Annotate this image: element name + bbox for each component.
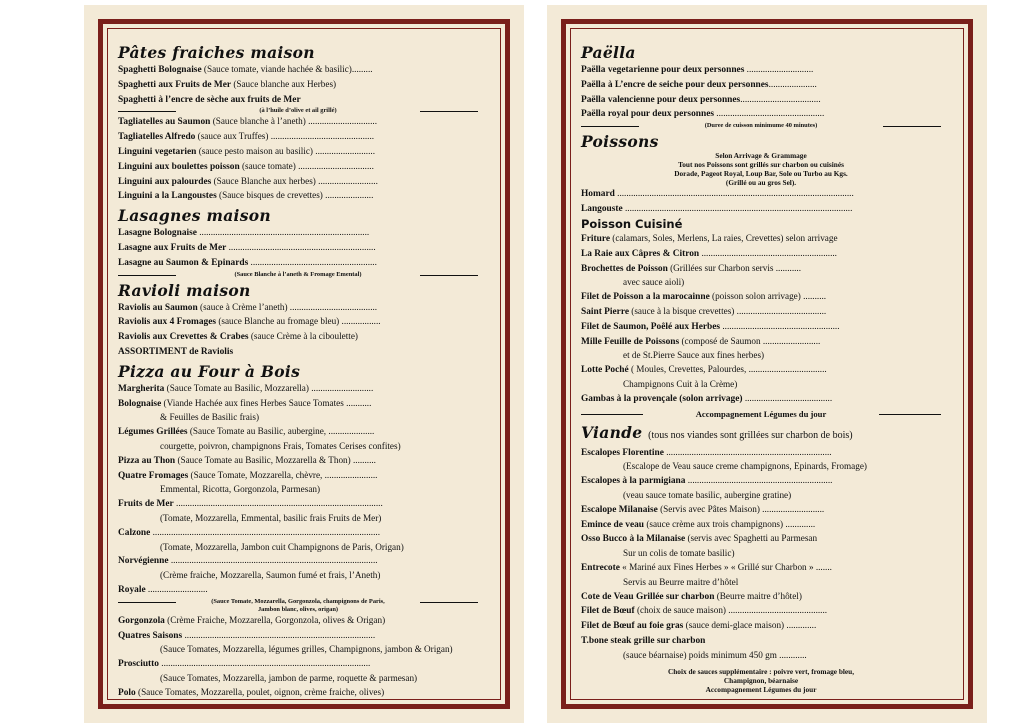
menu-item: La Raie aux Câpres & Citron ........................................................... bbox=[581, 247, 837, 259]
menu-item: Gorgonzola (Crème Fraiche, Mozzarella, Gorgonzola, olives & Origan) bbox=[118, 614, 386, 626]
menu-page-right bbox=[547, 5, 987, 723]
section-title-cuisine: Poisson Cuisiné bbox=[581, 216, 683, 231]
paella-note: (Duree de cuisson minimume 40 minutes) bbox=[581, 122, 941, 130]
menu-item: courgette, poivron, champignons Frais, Tomates Cerises confites) bbox=[160, 440, 401, 451]
section-title-poissons: Poissons bbox=[581, 132, 659, 152]
menu-item: ASSORTIMENT de Raviolis bbox=[118, 346, 234, 357]
menu-item: Osso Bucco à la Milanaise (servis avec Spaghetti au Parmesan bbox=[581, 533, 818, 545]
menu-item: Paëlla à L’encre de seiche pour deux personnes..................... bbox=[581, 78, 817, 90]
menu-item: Linguini a la Langoustes (Sauce bisques de crevettes) ..................... bbox=[118, 190, 374, 202]
menu-item: Friture (calamars, Soles, Merlens, La raies, Crevettes) selon arrivage bbox=[581, 232, 838, 244]
poissons-info bbox=[581, 152, 941, 187]
pates-list-2 bbox=[118, 115, 478, 204]
menu-item: Légumes Grillées (Sauce Tomate au Basilic, aubergine, .................... bbox=[118, 426, 375, 438]
left-content bbox=[118, 41, 478, 700]
menu-item: Tagliatelles au Saumon (Sauce blanche à l’aneth) .............................. bbox=[118, 116, 377, 128]
menu-item: Linguini vegetarien (sauce pesto maison au basilic) .......................... bbox=[118, 145, 375, 157]
menu-item: Norvégienne .......................................................................................... bbox=[118, 555, 378, 567]
royale-note: (Sauce Tomate, Mozzarella, Gorgonzola, champignons de Paris, bbox=[118, 598, 478, 606]
cuisine-list bbox=[581, 232, 941, 407]
info-line: Tout nos Poissons sont grillés sur charbon ou cuisinés bbox=[678, 159, 844, 169]
menu-item: et de St.Pierre Sauce aux fines herbes) bbox=[623, 350, 765, 361]
menu-item: Quatre Fromages (Sauce Tomate, Mozzarella, chèvre, ....................... bbox=[118, 469, 378, 481]
paella-list bbox=[581, 63, 941, 122]
section-title-ravioli: Ravioli maison bbox=[118, 280, 251, 300]
menu-item: Brochettes de Poisson (Grillées sur Charbon servis ........... bbox=[581, 262, 802, 274]
menu-item: Emmental, Ricotta, Gorgonzola, Parmesan) bbox=[160, 484, 321, 495]
section-title-lasagnes: Lasagnes maison bbox=[118, 206, 271, 226]
info-line: Champignon, béarnaise bbox=[723, 676, 799, 686]
menu-item: Raviolis aux 4 Fromages (sauce Blanche au fromage bleu) ................. bbox=[118, 316, 381, 328]
menu-item: Raviolis aux Crevettes & Crabes (sauce Crème à la ciboulette) bbox=[118, 331, 358, 343]
menu-item: Linguini aux boulettes poisson (sauce tomate) ................................. bbox=[118, 160, 374, 172]
menu-item: Lasagne aux Fruits de Mer ................................................................ bbox=[118, 241, 376, 253]
ravioli-list bbox=[118, 301, 478, 360]
menu-item: (Sauce Blanche à l’aneth & Fromage Emental) bbox=[118, 271, 478, 279]
menu-item: Paëlla vegetarienne pour deux personnes ............................. bbox=[581, 64, 814, 75]
menu-item: Royale .......................... bbox=[118, 583, 208, 595]
menu-item: Raviolis au Saumon (sauce à Crème l’aneth) ...................................... bbox=[118, 301, 378, 313]
menu-item: Prosciutto ........................................................................................... bbox=[118, 658, 371, 670]
menu-item: (Sauce Tomates, Mozzarella, légumes grilles, Champignons, jambon & Origan) bbox=[160, 644, 453, 655]
info-line: (Grillé ou au gros Sel). bbox=[725, 177, 797, 187]
menu-item: Escalope Milanaise (Servis avec Pâtes Maison) ........................... bbox=[581, 503, 825, 515]
menu-item: Filet de Saumon, Poêlé aux Herbes ................................................... bbox=[581, 320, 840, 332]
menu-item: Filet de Bœuf au foie gras (sauce demi-glace maison) ............. bbox=[581, 620, 817, 632]
menu-item: Homard ....................................................................................................... bbox=[581, 188, 854, 200]
menu-item: Pizza au Thon (Sauce Tomate au Basilic, Mozzarella & Thon) .......... bbox=[118, 454, 376, 466]
pizza-list-2 bbox=[118, 614, 478, 701]
viande-title-text: Viande bbox=[581, 422, 643, 442]
menu-item: Entrecote « Mariné aux Fines Herbes » « Grillé sur Charbon » ....... bbox=[581, 561, 832, 573]
royale-note-2: Jambon blanc, olives, origan) bbox=[257, 605, 339, 613]
info-line: Selon Arrivage & Grammage bbox=[715, 151, 807, 161]
menu-item: Escalopes à la parmigiana ............................................................... bbox=[581, 475, 833, 487]
pates-list bbox=[118, 63, 478, 107]
sauces-footer bbox=[581, 668, 941, 694]
menu-item: Filet de Bœuf (choix de sauce maison) ........................................... bbox=[581, 605, 828, 617]
lasagnes-list bbox=[118, 226, 478, 278]
menu-item: avec sauce aioli) bbox=[623, 277, 685, 288]
menu-item: Bolognaise (Viande Hachée aux fines Herbes Sauce Tomates ........... bbox=[118, 397, 372, 409]
poissons-list bbox=[581, 187, 941, 217]
menu-item: Fruits de Mer .......................................................................................... bbox=[118, 498, 383, 510]
menu-item: Paëlla valencienne pour deux personnes................................... bbox=[581, 93, 821, 105]
menu-item: Sur un colis de tomate basilic) bbox=[623, 548, 735, 559]
menu-item: Emince de veau (sauce crème aux trois champignons) ............. bbox=[581, 518, 816, 530]
menu-item: Spaghetti à l’encre de sèche aux fruits de Mer bbox=[118, 94, 301, 105]
right-content bbox=[581, 41, 941, 695]
accompagnement-line: Accompagnement Légumes du jour bbox=[581, 407, 941, 421]
menu-item: Mille Feuille de Poissons (composé de Saumon ......................... bbox=[581, 335, 821, 347]
menu-item: Margherita (Sauce Tomate au Basilic, Mozzarella) ........................... bbox=[118, 382, 374, 394]
info-line: Accompagnement Légumes du jour bbox=[705, 685, 817, 695]
pates-note: (à l’huile d’olive et ail grillé) bbox=[118, 107, 478, 115]
menu-item: Quatres Saisons ................................................................................... bbox=[118, 629, 376, 641]
info-line: Dorade, Pageot Royal, Loup Bar, Sole ou Turbo au Kgs. bbox=[674, 168, 848, 178]
menu-item: Lasagne au Saumon & Epinards ....................................................... bbox=[118, 256, 377, 268]
menu-item: & Feuilles de Basilic frais) bbox=[160, 412, 259, 423]
menu-item: Calzone ................................................................................................... bbox=[118, 526, 380, 538]
menu-item: Polo (Sauce Tomates, Mozzarella, poulet, oignon, crème fraiche, olives) bbox=[118, 686, 385, 698]
menu-item: Champignons Cuit à la Crème) bbox=[623, 378, 738, 389]
menu-item: Escalopes Florentine ........................................................................ bbox=[581, 446, 832, 458]
menu-item: Filet de Poisson a la marocainne (poisson solon arrivage) .......... bbox=[581, 291, 827, 303]
menu-item: Spaghetti Bolognaise (Sauce tomate, viande hachée & basilic)......... bbox=[118, 64, 373, 75]
menu-item: (sauce béarnaise) poids minimum 450 gm ............ bbox=[623, 649, 807, 660]
menu-item: (Tomate, Mozzarella, Jambon cuit Champignons de Paris, Origan) bbox=[160, 541, 404, 552]
menu-item: Lotte Poché ( Moules, Crevettes, Palourdes, .................................. bbox=[581, 364, 827, 376]
viande-list bbox=[581, 446, 941, 663]
menu-item: Lasagne Bolognaise .......................................................................... bbox=[118, 227, 370, 239]
menu-item: Linguini aux palourdes (Sauce Blanche aux herbes) .......................... bbox=[118, 175, 378, 187]
menu-item: T.bone steak grille sur charbon bbox=[581, 635, 706, 646]
menu-item: Tagliatelles Alfredo (sauce aux Truffes) ............................................. bbox=[118, 131, 375, 143]
menu-item: (Tomate, Mozzarella, Emmental, basilic frais Fruits de Mer) bbox=[160, 512, 382, 523]
section-title-pates: Pâtes fraiches maison bbox=[118, 43, 315, 62]
menu-item: Gambas à la provençale (solon arrivage) ...................................... bbox=[581, 392, 833, 404]
pizza-list bbox=[118, 382, 478, 598]
viande-title-tail: (tous nos viandes sont grillées sur charbon de bois) bbox=[648, 429, 853, 441]
section-title-paella: Paëlla bbox=[581, 43, 636, 62]
menu-item: Servis au Beurre maitre d’hôtel bbox=[623, 576, 739, 587]
menu-item: (Sauce Tomates, Mozzarella, jambon de parme, roquette & parmesan) bbox=[160, 672, 418, 683]
menu-item: (veau sauce tomate basilic, aubergine gratine) bbox=[623, 489, 792, 500]
menu-item: Langouste ................................................................................................... bbox=[581, 203, 853, 215]
menu-item: Cote de Veau Grillée sur charbon (Beurre maitre d’hôtel) bbox=[581, 590, 802, 602]
menu-item: (Crème fraiche, Mozzarella, Saumon fumé et frais, l’Aneth) bbox=[160, 570, 381, 581]
menu-item: Spaghetti aux Fruits de Mer (Sauce blanche aux Herbes) bbox=[118, 78, 337, 90]
menu-page-left bbox=[84, 5, 524, 723]
section-title-viande bbox=[581, 424, 941, 445]
menu-item: Paëlla royal pour deux personnes ............................................... bbox=[581, 108, 825, 120]
section-title-pizza: Pizza au Four à Bois bbox=[118, 361, 301, 381]
menu-item: (Escalope de Veau sauce creme champignons, Epinards, Fromage) bbox=[623, 461, 867, 472]
menu-item: Saint Pierre (sauce à la bisque crevettes) ....................................... bbox=[581, 305, 827, 317]
info-line: Choix de sauces supplémentaire : poivre vert, fromage bleu, bbox=[667, 667, 855, 677]
